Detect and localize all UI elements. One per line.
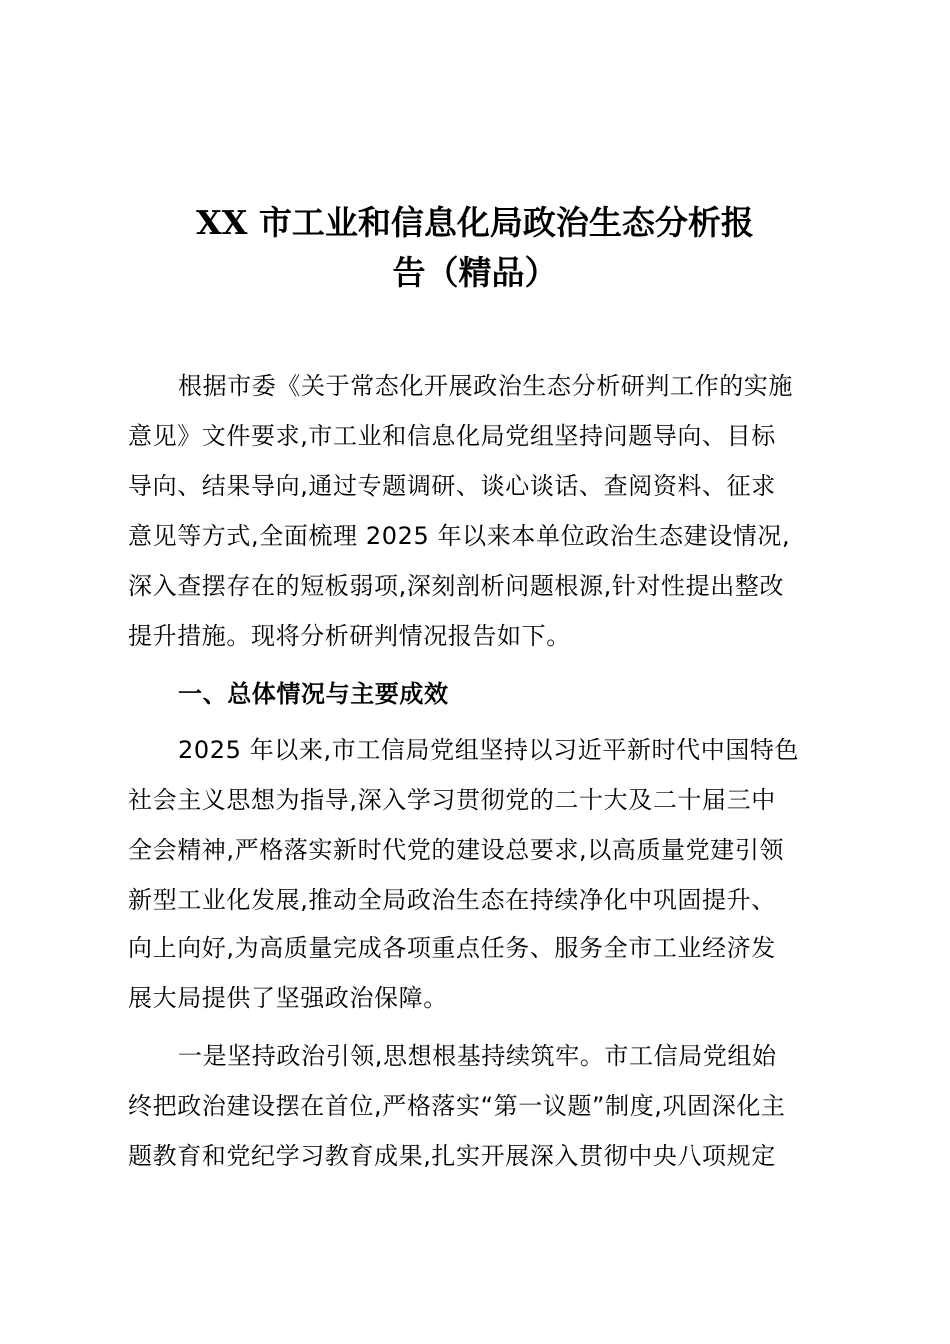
- paragraph-1-line-2: 意见》文件要求,市工业和信息化局党组坚持问题导向、目标: [128, 422, 776, 450]
- paragraph-1-line-3: 导向、结果导向,通过专题调研、谈心谈话、查阅资料、征求: [128, 472, 776, 500]
- title-line-2: 告（精品）: [392, 253, 558, 292]
- paragraph-1-line-6: 提升措施。现将分析研判情况报告如下。: [128, 622, 571, 650]
- paragraph-2-line-2: 社会主义思想为指导,深入学习贯彻党的二十大及二十届三中: [128, 786, 776, 814]
- paragraph-3-line-1: 一是坚持政治引领,思想根基持续筑牢。市工信局党组始: [178, 1042, 777, 1070]
- paragraph-3-line-2: 终把政治建设摆在首位,严格落实“第一议题”制度,巩固深化主: [128, 1092, 786, 1120]
- paragraph-2-line-6: 展大局提供了坚强政治保障。: [128, 984, 448, 1012]
- title-line-1: XX 市工业和信息化局政治生态分析报: [196, 203, 754, 242]
- paragraph-2-line-5: 向上向好,为高质量完成各项重点任务、服务全市工业经济发: [128, 934, 776, 962]
- paragraph-1-line-1: 根据市委《关于常态化开展政治生态分析研判工作的实施: [178, 372, 793, 400]
- paragraph-2-line-3: 全会精神,严格落实新时代党的建设总要求,以高质量党建引领: [128, 836, 785, 864]
- paragraph-2-line-4: 新型工业化发展,推动全局政治生态在持续净化中巩固提升、: [128, 886, 776, 914]
- document-title: [128, 198, 822, 298]
- section-heading-1: 一、总体情况与主要成效: [178, 680, 449, 708]
- paragraph-1-line-4: 意见等方式,全面梳理 2025 年以来本单位政治生态建设情况,: [128, 522, 791, 550]
- paragraph-3-line-3: 题教育和党纪学习教育成果,扎实开展深入贯彻中央八项规定: [128, 1142, 776, 1170]
- paragraph-1-line-5: 深入查摆存在的短板弱项,深刻剖析问题根源,针对性提出整改: [128, 572, 785, 600]
- paragraph-2-line-1: 2025 年以来,市工信局党组坚持以习近平新时代中国特色: [178, 736, 800, 764]
